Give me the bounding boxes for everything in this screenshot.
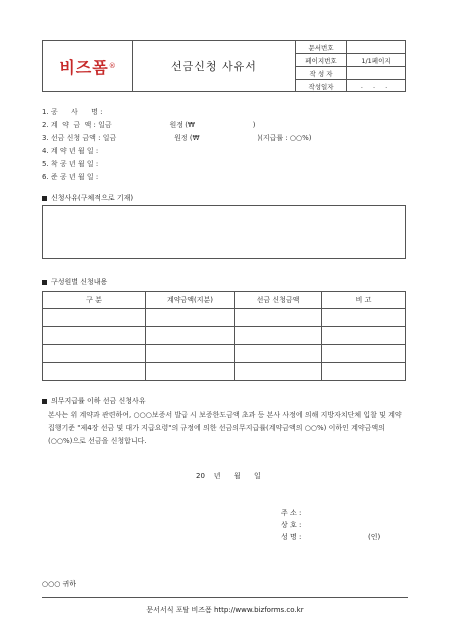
meta-value-page-number: 1/1페이지 <box>347 54 406 67</box>
meta-label-author: 작 성 자 <box>296 67 347 80</box>
table-cell[interactable] <box>146 345 235 363</box>
signature-address-label: 주 소 : <box>281 509 302 517</box>
field-contract-amount: 2. 계 약 금 액 : 일금 원정 (₩ ) <box>42 121 256 129</box>
table-cell[interactable] <box>146 363 235 381</box>
section-below-rate-label: 의무지급률 이하 선금 신청사유 <box>51 397 146 405</box>
table-row <box>43 327 406 345</box>
meta-value-doc-number[interactable] <box>347 41 406 54</box>
table-cell[interactable] <box>322 345 406 363</box>
table-cell[interactable] <box>43 363 146 381</box>
date-line: 20 년 월 일 <box>196 472 261 480</box>
bullet-square-icon <box>42 399 47 404</box>
table-header-contract-amount: 계약금액(지분) <box>146 292 235 309</box>
table-cell[interactable] <box>235 327 322 345</box>
table-cell[interactable] <box>43 327 146 345</box>
logo-registered-mark: ® <box>108 62 116 70</box>
meta-value-date[interactable]: . . . <box>347 80 406 93</box>
meta-label-doc-number: 문서번호 <box>296 41 347 54</box>
table-header-remarks: 비 고 <box>322 292 406 309</box>
reason-textbox[interactable] <box>42 205 406 259</box>
meta-value-author[interactable] <box>347 67 406 80</box>
section-reason-heading <box>42 193 133 203</box>
table-row <box>43 309 406 327</box>
table-cell[interactable] <box>146 309 235 327</box>
table-cell[interactable] <box>43 345 146 363</box>
bullet-square-icon <box>42 280 47 285</box>
table-cell[interactable] <box>146 327 235 345</box>
meta-label-page-number: 페이지번호 <box>296 54 347 67</box>
table-cell[interactable] <box>235 363 322 381</box>
bullet-square-icon <box>42 196 47 201</box>
members-table <box>42 291 406 381</box>
bizforms-logo <box>43 41 133 91</box>
table-cell[interactable] <box>322 309 406 327</box>
section-below-rate-heading <box>42 396 146 406</box>
signature-name-label: 성 명 : <box>281 533 302 541</box>
table-row <box>43 345 406 363</box>
table-header-category: 구 분 <box>43 292 146 309</box>
field-start-date: 5. 착 공 년 월 일 : <box>42 160 99 168</box>
table-row <box>43 363 406 381</box>
table-header-row <box>43 292 406 309</box>
statement-paragraph: 본사는 위 계약과 관련하여, ○○○보증서 발급 시 보증한도금액 초과 등 본사 사정에 의해 지방자치단체 입찰 및 계약 집행기준 "제4장 선금 및 대가 지급요령"의 규정에 의한 선금의무지급률(계약금액의 ○○%) 이하인 계약금액의 (○○%)으로 선금을 신청합니다. <box>48 411 402 445</box>
field-project-name: 1. 공 사 명 : <box>42 108 103 116</box>
field-contract-date: 4. 계 약 년 월 일 : <box>42 147 99 155</box>
table-header-advance-amount: 선금 신청금액 <box>235 292 322 309</box>
section-members-label: 구성원별 신청내용 <box>51 278 108 286</box>
section-members-heading <box>42 277 107 287</box>
meta-label-date: 작성일자 <box>296 80 347 93</box>
logo-text: 비즈폼 <box>59 57 109 77</box>
footer-text[interactable]: 문서서식 포탈 비즈폼 http://www.bizforms.co.kr <box>146 606 304 614</box>
recipient: ○○○ 귀하 <box>42 580 77 588</box>
document-title: 선금신청 사유서 <box>171 60 257 73</box>
table-cell[interactable] <box>43 309 146 327</box>
seal-mark: (인) <box>368 533 381 541</box>
section-reason-label: 신청사유(구체적으로 기재) <box>51 194 134 202</box>
table-cell[interactable] <box>322 327 406 345</box>
footer-divider <box>42 597 408 598</box>
document-meta-table <box>295 41 405 91</box>
field-completion-date: 6. 준 공 년 월 일 : <box>42 173 99 181</box>
table-cell[interactable] <box>322 363 406 381</box>
table-cell[interactable] <box>235 345 322 363</box>
table-cell[interactable] <box>235 309 322 327</box>
signature-company-label: 상 호 : <box>281 521 302 529</box>
document-header <box>42 40 406 92</box>
field-advance-amount: 3. 선금 신청 금액 : 일금 원정 (₩ )(지급률 : ○○%) <box>42 134 312 142</box>
